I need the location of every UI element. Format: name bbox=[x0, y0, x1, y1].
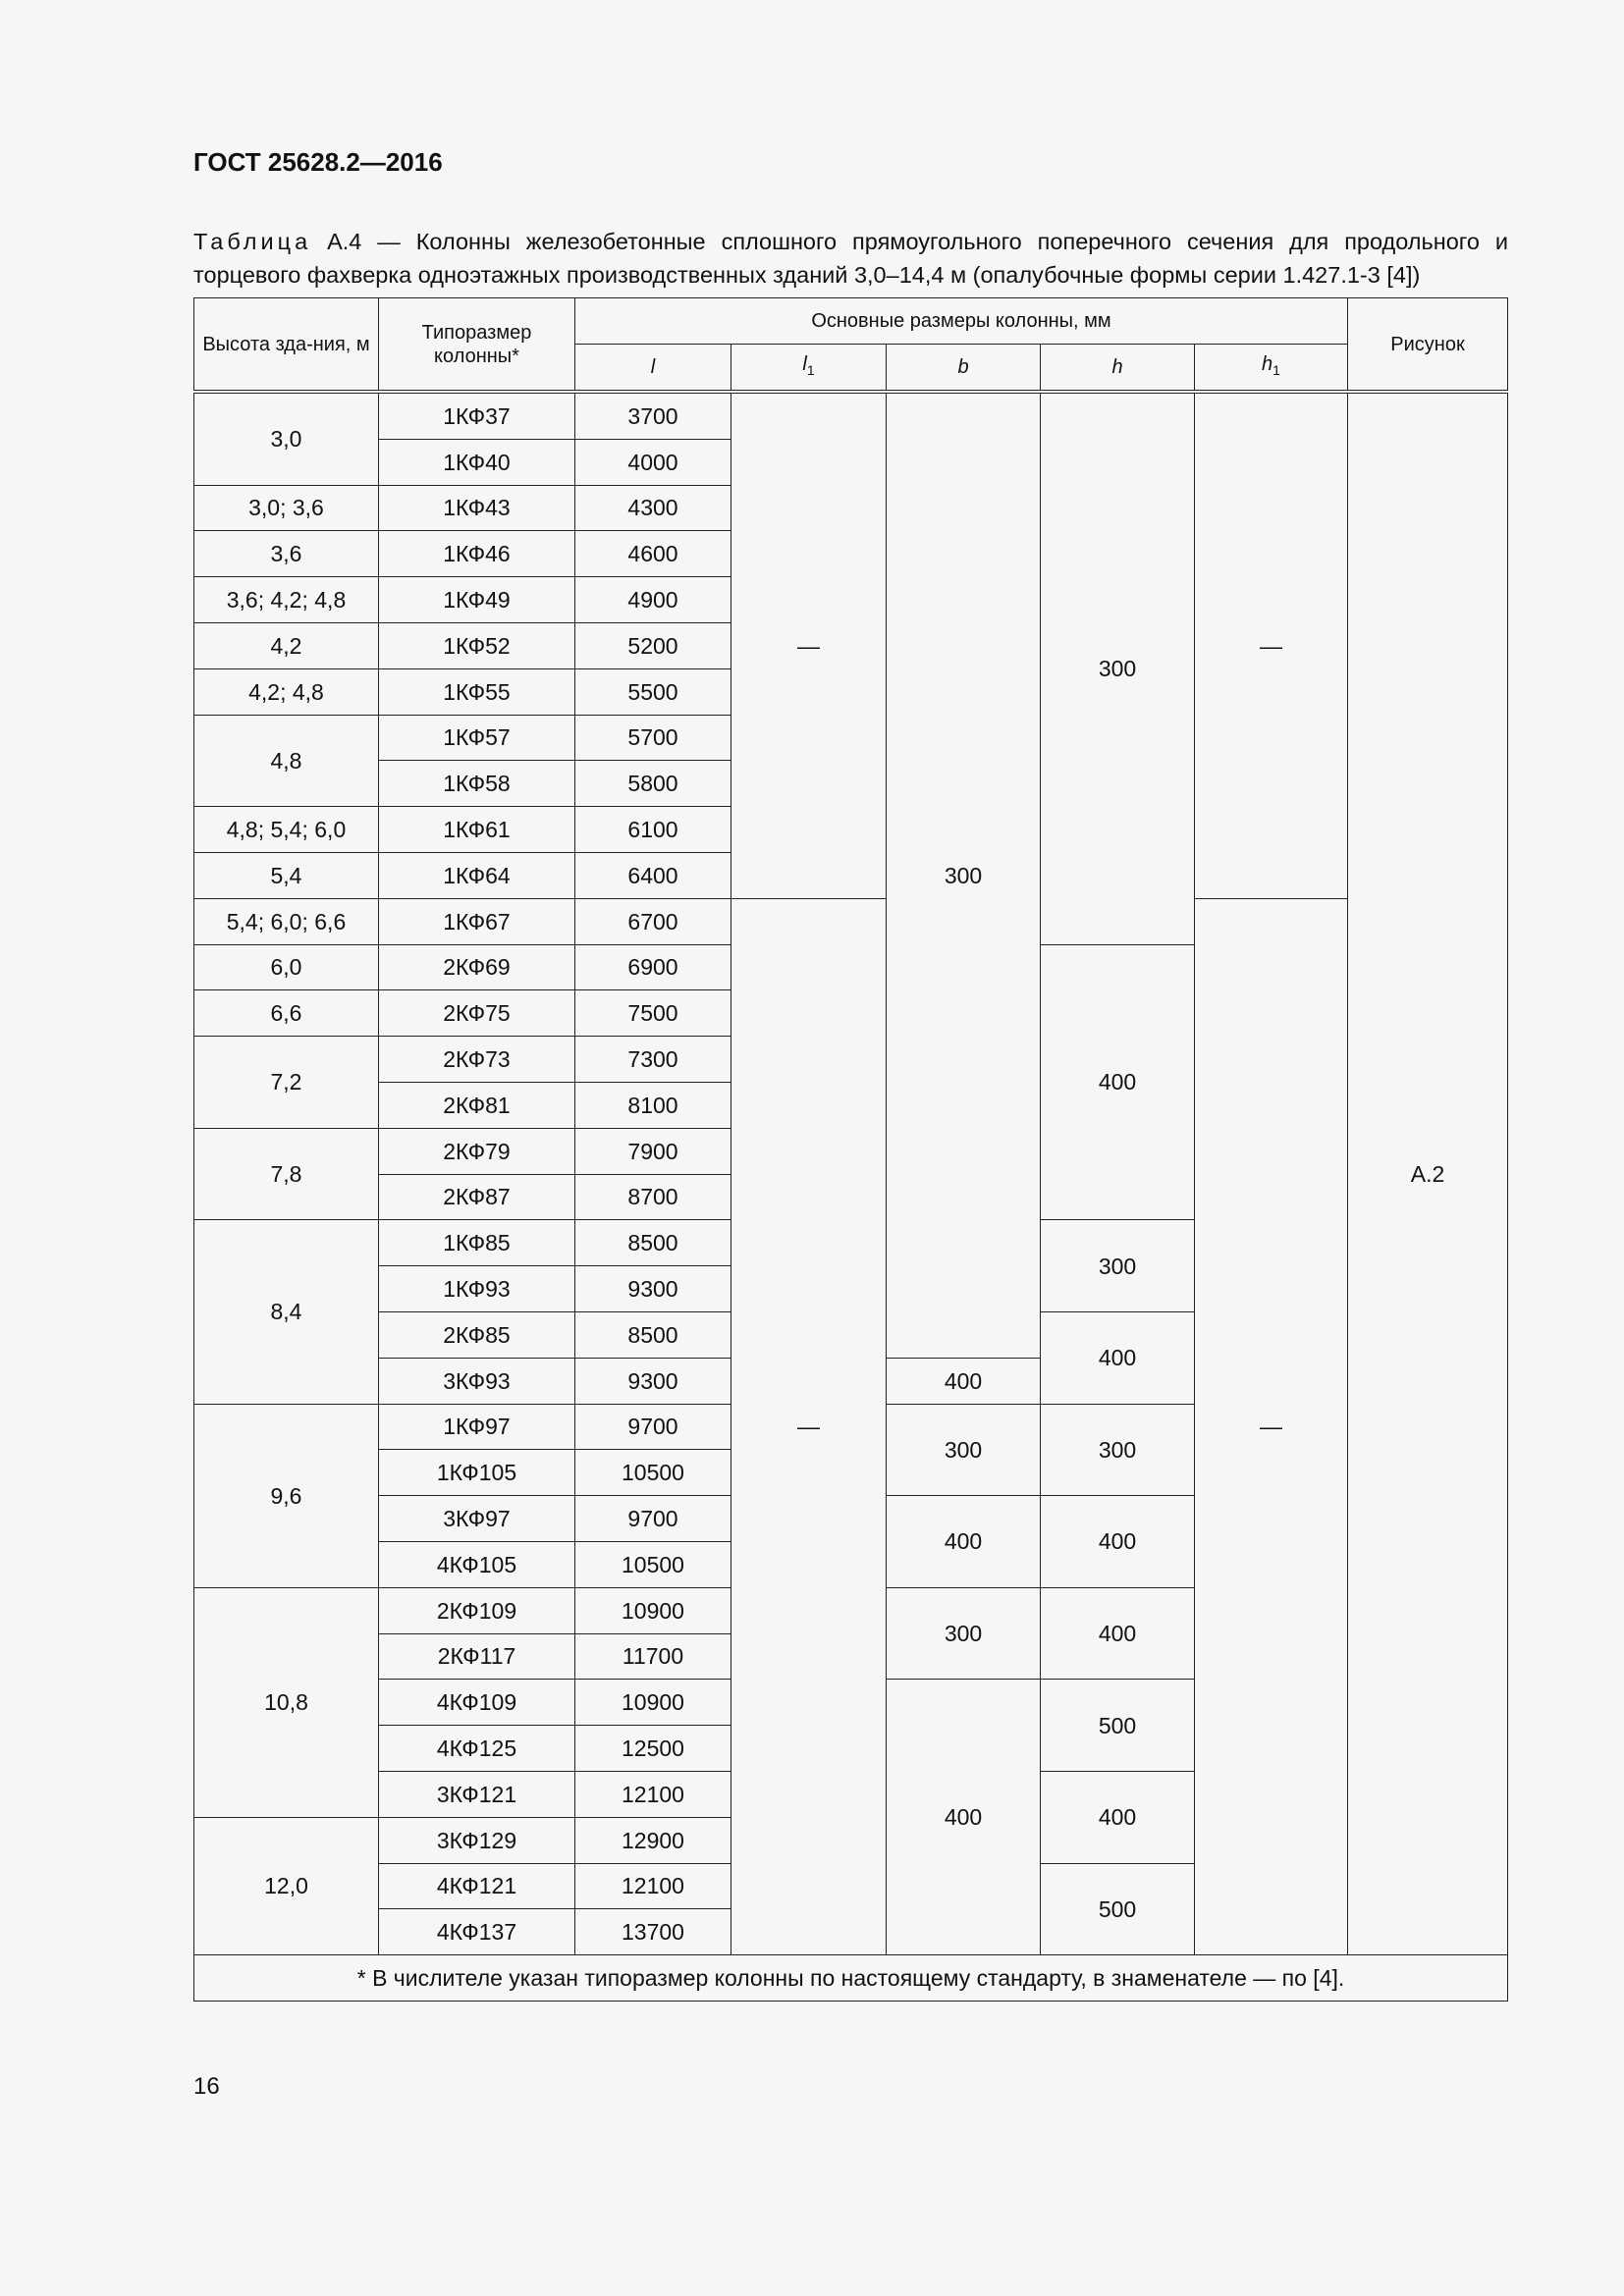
cell-l: 11700 bbox=[575, 1633, 731, 1680]
cell-l: 12100 bbox=[575, 1771, 731, 1817]
cell-h: 300 bbox=[1041, 1404, 1195, 1496]
table-row bbox=[194, 392, 1508, 439]
cell-b: 300 bbox=[887, 1404, 1041, 1496]
cell-size: 2КФ117 bbox=[379, 1633, 575, 1680]
cell-height: 4,2 bbox=[194, 622, 379, 668]
col-header-l1: $l_1$ bbox=[731, 345, 887, 393]
cell-size: 1КФ61 bbox=[379, 807, 575, 853]
cell-size: 1КФ37 bbox=[379, 392, 575, 439]
cell-h: 300 bbox=[1041, 392, 1195, 944]
caption-text: А.4 — Колонны железобетонные сплошного прямоугольного поперечного сечения для продольного и торцевого фахверка одноэтажных производственных зданий 3,0–14,4 м (опалубочные формы серии 1.427.1-3 [4]) bbox=[193, 229, 1508, 288]
page-number: 16 bbox=[193, 2073, 220, 2100]
cell-height: 6,0 bbox=[194, 944, 379, 990]
cell-height: 12,0 bbox=[194, 1817, 379, 1954]
cell-size: 4КФ105 bbox=[379, 1541, 575, 1587]
cell-size: 1КФ43 bbox=[379, 485, 575, 531]
cell-size: 1КФ105 bbox=[379, 1450, 575, 1496]
cell-l: 9700 bbox=[575, 1404, 731, 1450]
cell-size: 2КФ75 bbox=[379, 990, 575, 1037]
cell-l: 6700 bbox=[575, 898, 731, 944]
cell-b: 300 bbox=[887, 392, 1041, 1358]
cell-size: 1КФ46 bbox=[379, 531, 575, 577]
cell-height: 5,4; 6,0; 6,6 bbox=[194, 898, 379, 944]
cell-size: 1КФ67 bbox=[379, 898, 575, 944]
cell-l: 4000 bbox=[575, 439, 731, 485]
cell-h: 400 bbox=[1041, 1496, 1195, 1588]
cell-l: 6100 bbox=[575, 807, 731, 853]
col-header-figure: Рисунок bbox=[1348, 298, 1508, 393]
cell-size: 1КФ85 bbox=[379, 1220, 575, 1266]
cell-l: 4900 bbox=[575, 577, 731, 623]
cell-l: 10900 bbox=[575, 1587, 731, 1633]
cell-l: 10900 bbox=[575, 1680, 731, 1726]
cell-l: 7500 bbox=[575, 990, 731, 1037]
cell-size: 2КФ73 bbox=[379, 1037, 575, 1083]
cell-l1: — bbox=[731, 898, 887, 1954]
cell-height: 4,2; 4,8 bbox=[194, 668, 379, 715]
cell-height: 3,0; 3,6 bbox=[194, 485, 379, 531]
cell-size: 4КФ125 bbox=[379, 1726, 575, 1772]
cell-size: 2КФ87 bbox=[379, 1174, 575, 1220]
cell-l: 7300 bbox=[575, 1037, 731, 1083]
cell-l: 8100 bbox=[575, 1082, 731, 1128]
col-header-h1: $h_1$ bbox=[1195, 345, 1348, 393]
cell-size: 3КФ129 bbox=[379, 1817, 575, 1863]
cell-l1: — bbox=[731, 392, 887, 898]
cell-size: 1КФ58 bbox=[379, 761, 575, 807]
cell-size: 3КФ97 bbox=[379, 1496, 575, 1542]
cell-size: 4КФ121 bbox=[379, 1863, 575, 1909]
cell-l: 8700 bbox=[575, 1174, 731, 1220]
cell-height: 3,0 bbox=[194, 392, 379, 485]
cell-l: 6900 bbox=[575, 944, 731, 990]
cell-h: 500 bbox=[1041, 1680, 1195, 1772]
cell-size: 2КФ81 bbox=[379, 1082, 575, 1128]
cell-size: 3КФ121 bbox=[379, 1771, 575, 1817]
cell-l: 4300 bbox=[575, 485, 731, 531]
cell-l: 5200 bbox=[575, 622, 731, 668]
cell-size: 1КФ64 bbox=[379, 852, 575, 898]
cell-h: 400 bbox=[1041, 1771, 1195, 1863]
table-caption bbox=[193, 225, 1508, 292]
cell-size: 1КФ55 bbox=[379, 668, 575, 715]
cell-l: 6400 bbox=[575, 852, 731, 898]
cell-l: 4600 bbox=[575, 531, 731, 577]
cell-size: 1КФ97 bbox=[379, 1404, 575, 1450]
cell-l: 9300 bbox=[575, 1266, 731, 1312]
cell-height: 4,8; 5,4; 6,0 bbox=[194, 807, 379, 853]
cell-b: 400 bbox=[887, 1680, 1041, 1955]
cell-h: 300 bbox=[1041, 1220, 1195, 1312]
cell-l: 10500 bbox=[575, 1541, 731, 1587]
col-header-b: b bbox=[887, 345, 1041, 393]
cell-h: 400 bbox=[1041, 944, 1195, 1220]
cell-size: 1КФ57 bbox=[379, 715, 575, 761]
cell-b: 400 bbox=[887, 1496, 1041, 1588]
col-header-l: l bbox=[575, 345, 731, 393]
cell-size: 1КФ40 bbox=[379, 439, 575, 485]
cell-size: 1КФ93 bbox=[379, 1266, 575, 1312]
cell-height: 10,8 bbox=[194, 1587, 379, 1817]
cell-l: 9300 bbox=[575, 1358, 731, 1404]
cell-h: 400 bbox=[1041, 1587, 1195, 1680]
cell-size: 2КФ79 bbox=[379, 1128, 575, 1174]
cell-height: 5,4 bbox=[194, 852, 379, 898]
cell-size: 2КФ85 bbox=[379, 1311, 575, 1358]
cell-l: 12500 bbox=[575, 1726, 731, 1772]
cell-h: 400 bbox=[1041, 1311, 1195, 1404]
cell-l: 7900 bbox=[575, 1128, 731, 1174]
col-header-size: Типоразмер колонны* bbox=[379, 298, 575, 393]
cell-l: 8500 bbox=[575, 1311, 731, 1358]
cell-l: 12100 bbox=[575, 1863, 731, 1909]
cell-height: 9,6 bbox=[194, 1404, 379, 1587]
cell-height: 7,2 bbox=[194, 1037, 379, 1129]
document-header: ГОСТ 25628.2—2016 bbox=[193, 147, 443, 177]
cell-l: 5500 bbox=[575, 668, 731, 715]
cell-h: 500 bbox=[1041, 1863, 1195, 1955]
cell-height: 3,6 bbox=[194, 531, 379, 577]
caption-prefix: Таблица bbox=[193, 229, 312, 254]
cell-height: 4,8 bbox=[194, 715, 379, 807]
col-header-height: Высота зда-ния, м bbox=[194, 298, 379, 393]
cell-size: 2КФ69 bbox=[379, 944, 575, 990]
col-header-main-dims: Основные размеры колонны, мм bbox=[575, 298, 1348, 345]
cell-l: 3700 bbox=[575, 392, 731, 439]
cell-h1: — bbox=[1195, 392, 1348, 898]
cell-size: 4КФ109 bbox=[379, 1680, 575, 1726]
cell-size: 1КФ52 bbox=[379, 622, 575, 668]
cell-l: 8500 bbox=[575, 1220, 731, 1266]
cell-l: 5700 bbox=[575, 715, 731, 761]
cell-height: 7,8 bbox=[194, 1128, 379, 1220]
cell-figure: А.2 bbox=[1348, 392, 1508, 1955]
cell-l: 10500 bbox=[575, 1450, 731, 1496]
table-row bbox=[194, 898, 1508, 944]
cell-size: 2КФ109 bbox=[379, 1587, 575, 1633]
cell-b: 300 bbox=[887, 1587, 1041, 1680]
table-footnote: * В числителе указан типоразмер колонны по настоящему стандарту, в знаменателе — по [4]. bbox=[194, 1955, 1508, 2002]
cell-height: 6,6 bbox=[194, 990, 379, 1037]
cell-size: 3КФ93 bbox=[379, 1358, 575, 1404]
cell-b: 400 bbox=[887, 1358, 1041, 1404]
cell-h1: — bbox=[1195, 898, 1348, 1954]
cell-l: 13700 bbox=[575, 1909, 731, 1955]
cell-l: 9700 bbox=[575, 1496, 731, 1542]
columns-table bbox=[193, 297, 1508, 2002]
cell-height: 8,4 bbox=[194, 1220, 379, 1404]
cell-height: 3,6; 4,2; 4,8 bbox=[194, 577, 379, 623]
cell-l: 5800 bbox=[575, 761, 731, 807]
col-header-h: h bbox=[1041, 345, 1195, 393]
cell-l: 12900 bbox=[575, 1817, 731, 1863]
cell-size: 4КФ137 bbox=[379, 1909, 575, 1955]
cell-size: 1КФ49 bbox=[379, 577, 575, 623]
